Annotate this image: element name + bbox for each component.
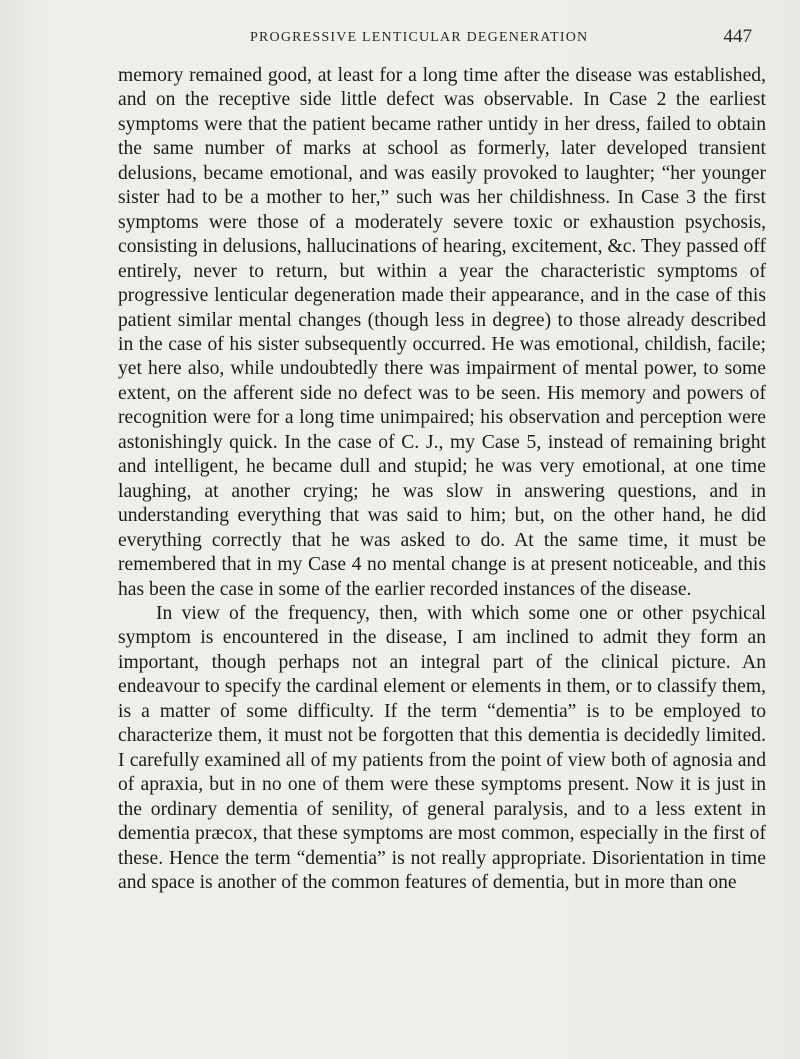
page-header [118,28,766,50]
body-text [118,64,766,895]
paragraph: In view of the frequency, then, with which some one or other psychical symptom is encountered in the disease, I am inclined to admit they form an important, though perhaps not an integral part of the clinical picture. An endeavour to specify the cardinal element or elements in them, or to classify them, is a matter of some difficulty. If the term “dementia” is to be employed to characterize them, it must not be forgotten that this dementia is decidedly limited. I carefully examined all of my patients from the point of view both of agnosia and of apraxia, but in no one of them were these symptoms present. Now it is just in the ordinary dementia of senility, of general paralysis, and to a less extent in dementia præcox, that these symptoms are most common, especially in the first of these. Hence the term “dementia” is not really appropriate. Disorientation in time and space is another of the common features of dementia, but in more than one [118,602,766,893]
paragraph-continued: memory remained good, at least for a long time after the disease was established, and on the receptive side little defect was observable. In Case 2 the earliest symptoms were that the patient became rather untidy in her dress, failed to obtain the same number of marks at school as formerly, later developed transient delusions, became emotional, and was easily provoked to laughter; “her younger sister had to be a mother to her,” such was her childishness. In Case 3 the first symptoms were those of a moderately severe toxic or exhaustion psychosis, consisting in delusions, hallucinations of hearing, excitement, &c. They passed off entirely, never to return, but within a year the characteristic symptoms of progressive lenticular degeneration made their appearance, and in the case of this patient similar mental changes (though less in degree) to those already described in the case of his sister subsequently occurred. He was emotional, childish, facile; yet here also, while undoubtedly there was impairment of mental power, to some extent, on the afferent side no defect was to be seen. His memory and powers of recognition were for a long time unimpaired; his observation and perception were astonishingly quick. In the case of C. J., my Case 5, instead of remaining bright and intelligent, he became dull and stupid; he was very emotional, at one time laughing, at another crying; he was slow in answering questions, and in understanding everything that was said to him; but, on the other hand, he did everything correctly that he was asked to do. At the same time, it must be remembered that in my Case 4 no mental change is at present noticeable, and this has been the case in some of the earlier recorded instances of the disease. [118,65,766,600]
running-head: PROGRESSIVE LENTICULAR DEGENERATION [250,30,589,45]
page-number: 447 [723,26,752,47]
